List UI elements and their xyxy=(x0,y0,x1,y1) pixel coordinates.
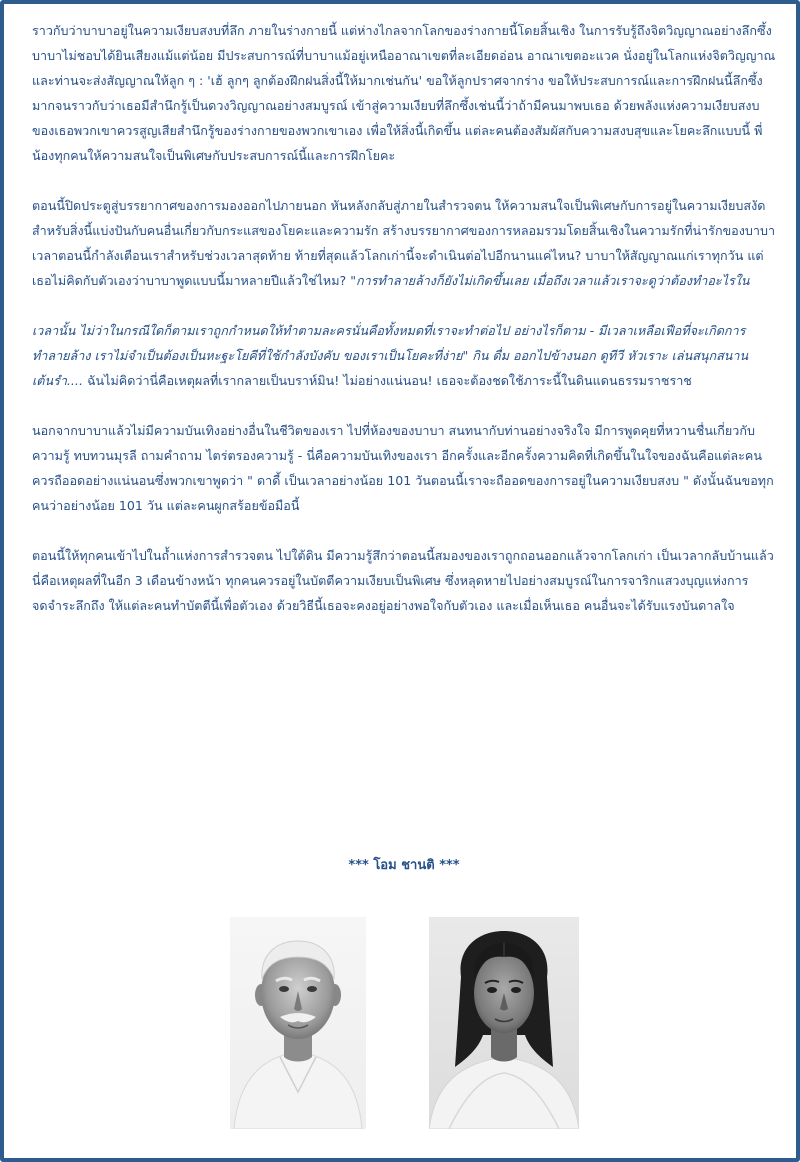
paragraph-4-italic-text: เวลานั้น ไม่ว่าในกรณีใดก็ตามเราถูกกำหนดให้ทำตามละครนั่นคือทั้งหมดที่เราจะทำต่อไป อย่างไรก็ตาม - มีเวลาเหลือเฟือที่จะเกิดการทำลายล้าง เราไม่จำเป็นต้องเป็นหะฐะโยคีที่ใช้กำลังบังคับ ของเราเป็นโยคะที่ง่าย" กิน ดื่ม ออกไปข้างนอก ดูทีวี หัวเราะ เล่นสนุกสนาน เต้นรำ.... xyxy=(32,323,749,388)
paragraph-4-text: ฉันไม่คิดว่านี่คือเหตุผลที่เรากลายเป็นบราห์มิน! ไม่อย่างแน่นอน! เธอจะต้องชดใช้ภาระนี้ในดินแดนธรรมราชราช xyxy=(82,373,692,388)
paragraph-3-text: สำหรับสิ่งนี้แบ่งปันกับคนอื่นเกี่ยวกับกระแสของโยคะและความรัก สร้างบรรยากาศของการหลอมรวมโดยสิ้นเชิงในความรักที่น่ารักของบาบา เวลาตอนนี้กำลังเตือนเราสำหรับช่วงเวลาสุดท้าย ท้ายที่สุดแล้วโลกเก่านี้จะดำเนินต่อไปอีกนานแค่ไหน? บาบาให้สัญญาณแก่เราทุกวัน แต่เธอไม่คิดกับตัวเองว่าบาบาพูดแบบนี้มาหลายปีแล้วใช่ไหม? " xyxy=(32,223,776,288)
paragraph-2 xyxy=(32,193,778,218)
document-body xyxy=(32,18,778,643)
paragraph-6-text: ตอนนี้ให้ทุกคนเข้าไปในถ้ำแห่งการสำรวจตน ไปใต้ดิน มีความรู้สึกว่าตอนนี้สมองของเราถูกถอนออกแล้วจากโลกเก่า เป็นเวลากลับบ้านแล้ว นี่คือเหตุผลที่ในอีก 3 เดือนข้างหน้า ทุกคนควรอยู่ในบัตตีความเงียบเป็นพิเศษ ซึ่งหลุดหายไปอย่างสมบูรณ์ในการจาริกแสวงบุญแห่งการจดจำระลึกถึง ให้แต่ละคนทำบัตตีนี้เพื่อตัวเอง ด้วยวิธีนี้เธอจะคงอยู่อย่างพอใจกับตัวเอง และเมื่อเห็นเธอ คนอื่นจะได้รับแรงบันดาลใจ xyxy=(32,548,774,613)
paragraph-6 xyxy=(32,543,778,618)
paragraph-3 xyxy=(32,218,778,293)
elder-man-portrait xyxy=(230,917,366,1129)
paragraph-1 xyxy=(32,18,778,168)
paragraph-1-text: ราวกับว่าบาบาอยู่ในความเงียบสงบที่ลึก ภายในร่างกายนี้ แต่ห่างไกลจากโลกของร่างกายนี้โดยสิ้นเชิง ในการรับรู้ถึงจิตวิญญาณอย่างลึกซึ้ง บาบาไม่ชอบได้ยินเสียงแม้แต่น้อย มีประสบการณ์ที่บาบาแม้อยู่เหนืออาณาเขตที่ละเอียดอ่อน อาณาเขตอะแวค นั่งอยู่ในโลกแห่งจิตวิญญาณ และท่านจะส่งสัญญาณให้ลูก ๆ : 'เฮ้ ลูกๆ ลูกต้องฝึกฝนสิ่งนี้ให้มากเช่นกัน' ขอให้ลูกปราศจากร่าง ขอให้ประสบการณ์และการฝึกฝนนี้ลึกซึ้งมากจนราวกับว่าเธอมีสำนึกรู้เป็นดวงวิญญาณอย่างสมบูรณ์ เข้าสู่ความเงียบที่ลึกซึ้งเช่นนี้ว่าถ้ามีคนมาพบเธอ ด้วยพลังแห่งความเงียบสงบของเธอพวกเขาควรสูญเสียสำนึกรู้ของร่างกายของพวกเขาเอง เพื่อให้สิ่งนี้เกิดขึ้น แต่ละคนต้องสัมผัสกับความสงบสุขและโยคะลึกแบบนี้ พี่น้องทุกคนให้ความสนใจเป็นพิเศษกับประสบการณ์นี้และการฝึกโยคะ xyxy=(32,23,776,163)
paragraph-2-text: ตอนนี้ปิดประตูสู่บรรยากาศของการมองออกไปภายนอก หันหลังกลับสู่ภายในสำรวจตน ให้ความสนใจเป็นพิเศษกับการอยู่ในความเงียบสงัด xyxy=(32,198,766,213)
woman-portrait xyxy=(429,917,579,1129)
paragraph-3-italic-text: การทำลายล้างก็ยังไม่เกิดขึ้นเลย เมื่อถึงเวลาแล้วเราจะดูว่าต้องทำอะไรใน xyxy=(356,273,750,288)
paragraph-5 xyxy=(32,418,778,518)
paragraph-4 xyxy=(32,318,778,393)
paragraph-5-text: นอกจากบาบาแล้วไม่มีความบันเทิงอย่างอื่นในชีวิตของเรา ไปที่ห้องของบาบา สนทนากับท่านอย่างจริงใจ มีการพูดคุยที่หวานชื่นเกี่ยวกับความรู้ ทบทวนมุรลี ถามคำถาม ไตร่ตรองความรู้ - นี่คือความบันเทิงของเรา อีกครั้งและอีกครั้งความคิดที่เกิดขึ้นในใจของฉันคือแต่ละคนควรถืออดอย่างแน่นอนซึ่งพวกเขาพูดว่า " ดาดี้ เป็นเวลาอย่างน้อย 101 วันตอนนี้เราจะถืออดของการอยู่ในความเงียบสงบ " ดังนั้นฉันขอทุกคนว่าอย่างน้อย 101 วัน แต่ละคนผูกสร้อยข้อมือนี้ xyxy=(32,423,774,513)
om-shanti-signature: *** โอม ชานติ *** xyxy=(348,858,460,873)
